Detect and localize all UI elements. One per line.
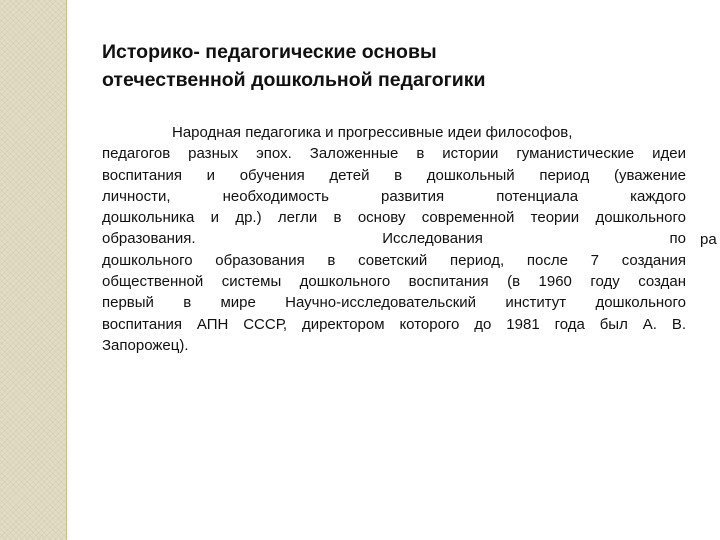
title-line-2: отечественной дошкольной педагогики — [102, 69, 486, 91]
body-line-8: общественной системы дошкольного воспитания (в 1960 году создан — [102, 273, 686, 291]
decorative-left-stripe — [0, 0, 67, 540]
body-line-6: образования. Исследования по — [102, 230, 686, 248]
body-line-1: Народная педагогика и прогрессивные идеи философов, — [172, 124, 573, 141]
slide-title — [102, 38, 682, 94]
body-line-9: первый в мире Научно-исследовательский институт дошкольного — [102, 294, 686, 312]
body-line-7: дошкольного образования в советский период, после 7 создания — [102, 251, 686, 269]
body-line-2: педагогов разных эпох. Заложенные в истории гуманистические идеи — [102, 145, 686, 163]
body-line-11: Запорожец). — [102, 336, 189, 354]
clipped-text-fragment: ра — [700, 231, 717, 248]
stripe-shadow — [66, 0, 70, 540]
body-line-5: дошкольника и др.) легли в основу современной теории дошкольного — [102, 209, 686, 227]
body-line-10: воспитания АПН СССР, директором которого до 1981 года был А. В. — [102, 315, 686, 333]
body-line-3: воспитания и обучения детей в дошкольный период (уважение — [102, 166, 686, 184]
title-line-1: Историко- педагогические основы — [102, 41, 437, 63]
body-paragraph — [102, 122, 686, 356]
body-line-4: личности, необходимость развития потенциала каждого — [102, 187, 686, 205]
